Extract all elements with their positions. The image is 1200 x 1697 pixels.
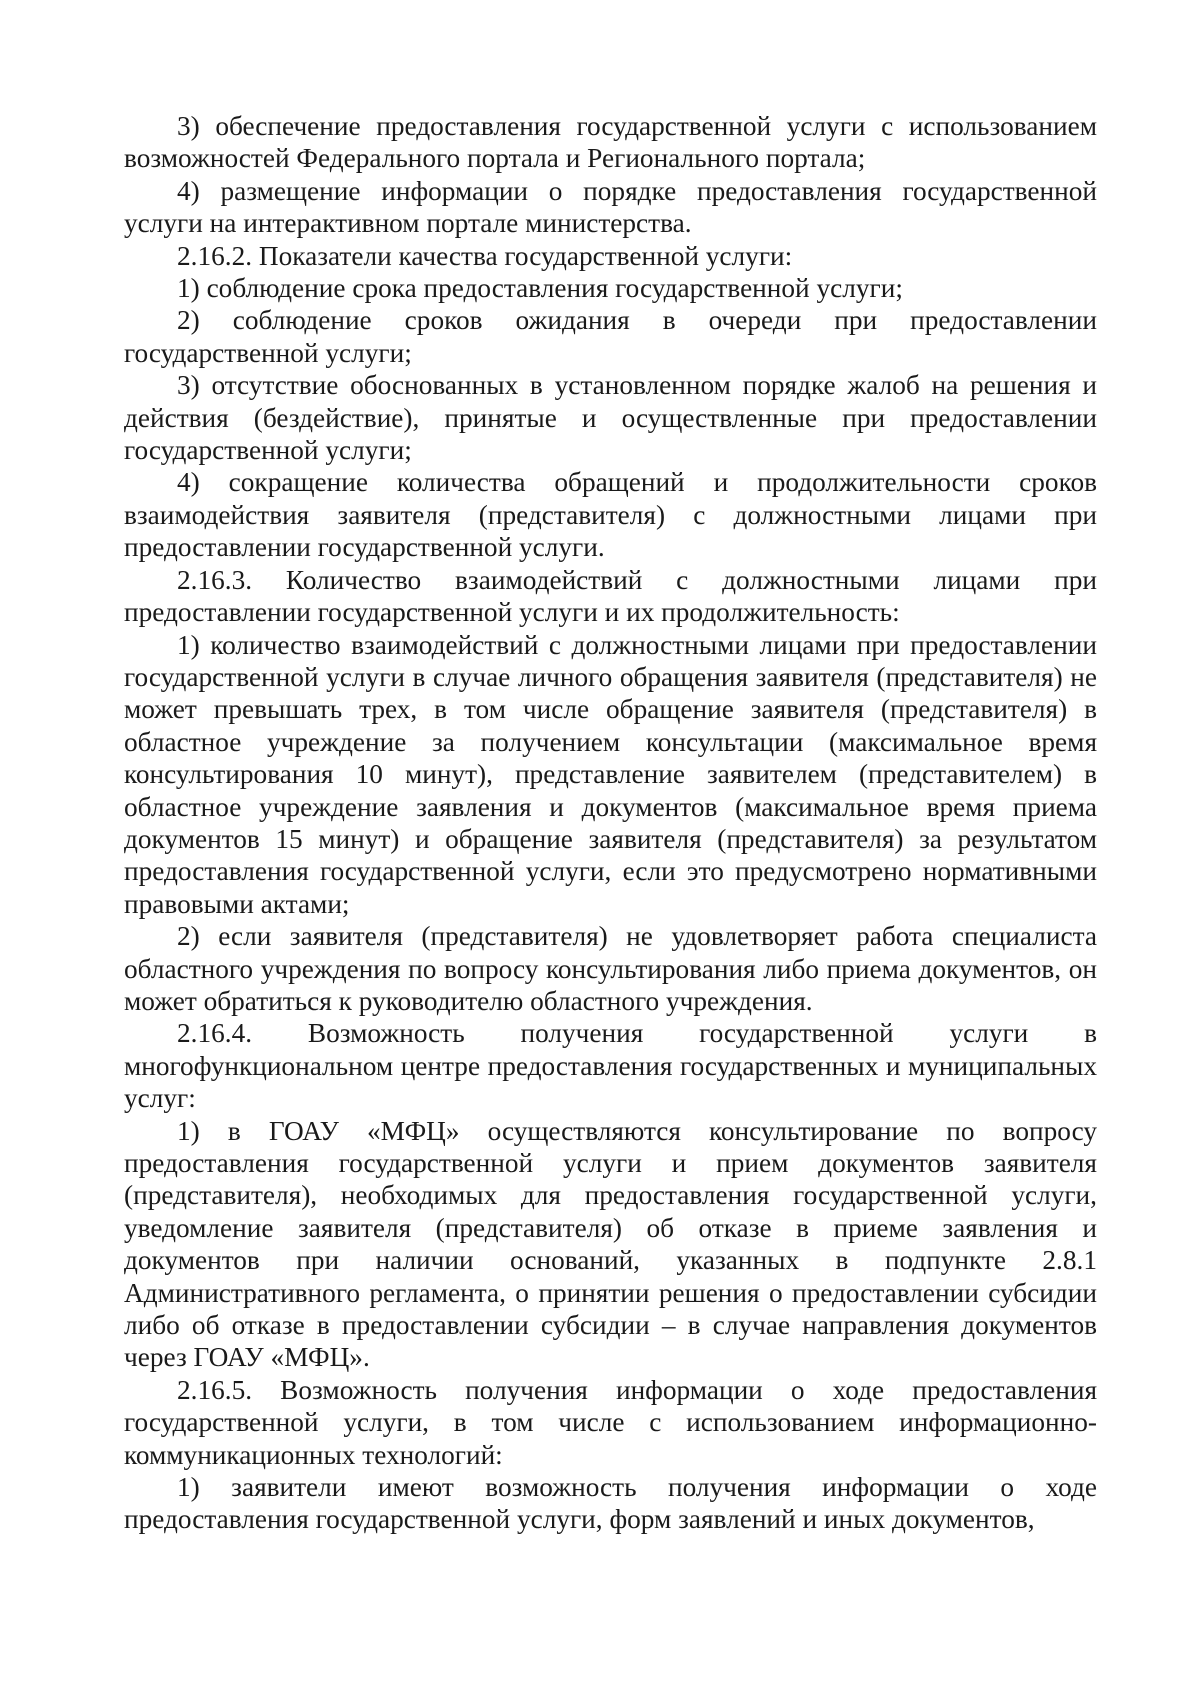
paragraph: 1) заявители имеют возможность получения информации о ходе предоставления государственной услуги, форм заявлений и иных документов, [124, 1472, 1097, 1535]
paragraph: 2) соблюдение сроков ожидания в очереди при предоставлении государственной услуги; [124, 305, 1097, 368]
paragraph: 4) размещение информации о порядке предоставления государственной услуги на интерактивном портале министерства. [124, 175, 1097, 239]
paragraph: 2) если заявителя (представителя) не удовлетворяет работа специалиста областного учреждения по вопросу консультирования либо приема документов, он может обратиться к руководителю областного учреждения. [124, 921, 1097, 1016]
paragraph: 2.16.2. Показатели качества государственной услуги: [177, 240, 793, 271]
paragraph: 1) в ГОАУ «МФЦ» осуществляются консультирование по вопросу предоставления государственной услуги и прием документов заявителя (представителя), необходимых для предоставления государственной услуги, уведомление заявителя (представителя) об отказе в приеме заявления и документов при наличии оснований, указанных в подпункте 2.8.1 Административного регламента, о принятии решения о предоставлении субсидии либо об отказе в предоставлении субсидии – в случае направления документов через ГОАУ «МФЦ». [124, 1115, 1097, 1373]
paragraph: 2.16.4. Возможность получения государственной услуги в многофункциональном центре предоставления государственных и муниципальных услуг: [124, 1018, 1097, 1114]
paragraph: 2.16.5. Возможность получения информации о ходе предоставления государственной услуги, в том числе с использованием информационно-коммуникационных технологий: [124, 1374, 1097, 1470]
paragraph: 2.16.3. Количество взаимодействий с должностными лицами при предоставлении государственной услуги и их продолжительность: [124, 564, 1097, 628]
paragraph: 4) сокращение количества обращений и продолжительности сроков взаимодействия заявителя (представителя) с должностными лицами при предоставлении государственной услуги. [124, 467, 1097, 563]
paragraph: 3) обеспечение предоставления государственной услуги с использованием возможностей Федерального портала и Регионального портала; [124, 111, 1097, 174]
document-body [124, 110, 1097, 1536]
paragraph: 1) соблюдение срока предоставления государственной услуги; [177, 273, 903, 304]
paragraph: 1) количество взаимодействий с должностными лицами при предоставлении государственной услуги в случае личного обращения заявителя (представителя) не может превышать трех, в том числе обращение заявителя (представителя) в областное учреждение за получением консультации (максимальное время консультирования 10 минут), представление заявителем (представителем) в областное учреждение заявления и документов (максимальное время приема документов 15 минут) и обращение заявителя (представителя) за результатом предоставления государственной услуги, если это предусмотрено нормативными правовыми актами; [124, 629, 1097, 919]
paragraph: 3) отсутствие обоснованных в установленном порядке жалоб на решения и действия (бездействие), принятые и осуществленные при предоставлении государственной услуги; [124, 370, 1097, 466]
